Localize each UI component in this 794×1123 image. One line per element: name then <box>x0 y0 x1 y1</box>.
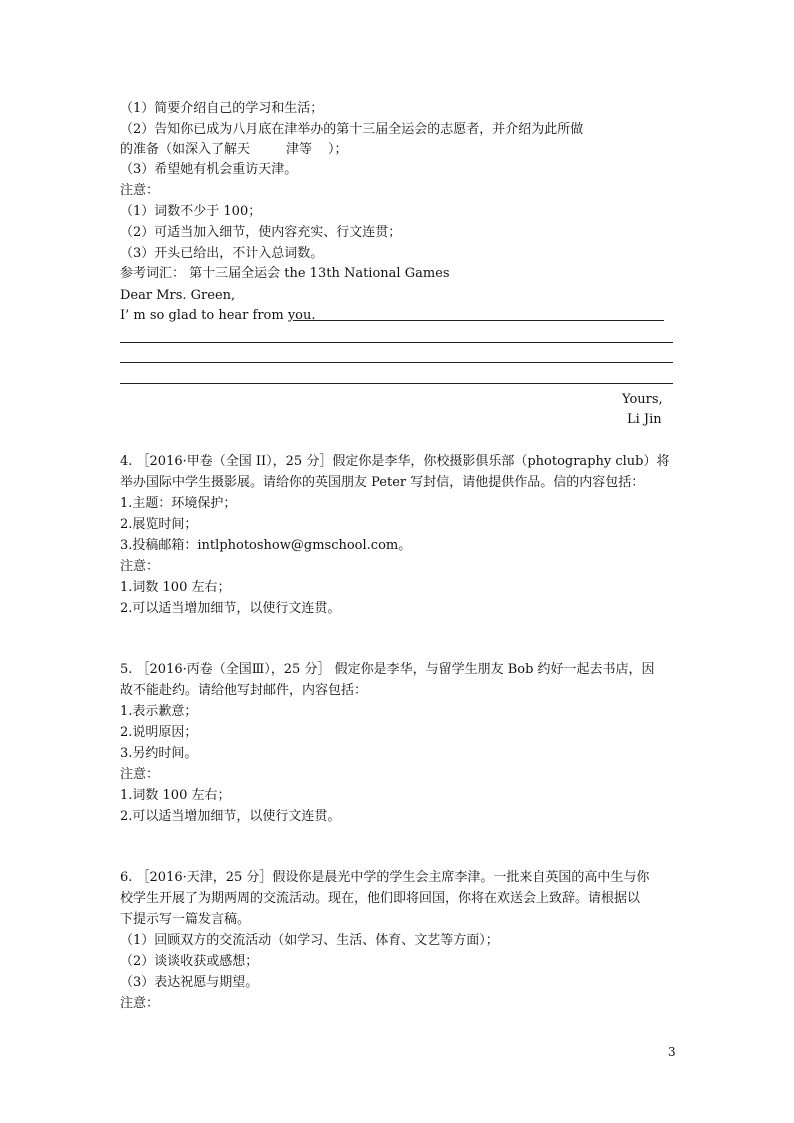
section4-item-2: 2.展览时间； <box>120 517 198 532</box>
section4-prompt-line-1: 4. ［2016·甲卷（全国 II），25 分］假定你是李华，你校摄影俱乐部（photography club）将 <box>120 454 670 469</box>
letter-closing: Yours, <box>622 392 663 407</box>
section6-prompt-line-3: 下提示写一篇发言稿。 <box>120 912 251 927</box>
section5-notes-title: 注意： <box>120 767 160 782</box>
section6-notes-title: 注意： <box>120 996 160 1011</box>
section6-prompt-line-1: 6. ［2016·天津，25 分］假设你是晨光中学的学生会主席李津。一批来自英国的高中生与你 <box>120 870 650 885</box>
section3-item-1: （1）简要介绍自己的学习和生活； <box>120 101 324 116</box>
letter-opening: I’ m so glad to hear from you. <box>120 308 316 323</box>
section5-note-1: 1.词数 100 左右； <box>120 788 231 803</box>
section3-note-3: （3）开头已给出，不计入总词数。 <box>120 246 324 261</box>
writing-line-3 <box>120 362 673 363</box>
section3-item-2: （2）告知你已成为八月底在津举办的第十三届全运会的志愿者，并介绍为此所做 <box>120 122 584 137</box>
section6-item-1: （1）回顾双方的交流活动（如学习、生活、体育、文艺等方面）； <box>120 933 499 948</box>
section4-note-2: 2.可以适当增加细节，以使行文连贯。 <box>120 601 341 616</box>
section3-item-3: （3）希望她有机会重访天津。 <box>120 162 298 177</box>
section3-notes-title: 注意： <box>120 183 160 198</box>
section5-item-2: 2.说明原因； <box>120 725 198 740</box>
section4-prompt-line-2: 举办国际中学生摄影展。请给你的英国朋友 Peter 写封信，请他提供作品。信的内容包括： <box>120 475 645 490</box>
section3-item-2-line2-b: 津等 <box>286 142 313 157</box>
letter-greeting: Dear Mrs. Green, <box>120 288 236 303</box>
section5-item-1: 1.表示歉意； <box>120 704 198 719</box>
letter-signature: Li Jin <box>627 412 662 427</box>
section3-item-2-continued <box>120 141 348 159</box>
section5-prompt-line-2: 故不能赴约。请给他写封邮件，内容包括： <box>120 683 368 698</box>
section5-prompt-line-1: 5. ［2016·丙卷（全国Ⅲ），25 分］ 假定你是李华，与留学生朋友 Bob 约好一起去书店，因 <box>120 662 655 677</box>
section3-item-2-line2-a: 的准备（如深入了解天 <box>120 142 251 157</box>
section3-note-1: （1）词数不少于 100； <box>120 204 262 219</box>
section4-item-1: 1.主题：环境保护； <box>120 496 237 511</box>
section5-item-3: 3.另约时间。 <box>120 746 198 761</box>
section6-item-2: （2）谈谈收获或感想； <box>120 954 259 969</box>
page-number: 3 <box>668 1045 676 1059</box>
section6-item-3: （3）表达祝愿与期望。 <box>120 975 259 990</box>
section4-notes-title: 注意： <box>120 559 160 574</box>
writing-line-4 <box>120 383 673 384</box>
section4-item-3: 3.投稿邮箱：intlphotoshow@gmschool.com。 <box>120 538 412 553</box>
section3-item-2-line2-c: ）； <box>328 142 348 157</box>
section6-prompt-line-2: 校学生开展了为期两周的交流活动。现在，他们即将回国，你将在欢送会上致辞。请根据以 <box>120 891 641 906</box>
section5-note-2: 2.可以适当增加细节，以使行文连贯。 <box>120 809 341 824</box>
section4-note-1: 1.词数 100 左右； <box>120 580 231 595</box>
writing-line-2 <box>120 342 673 343</box>
writing-line-1 <box>293 320 664 321</box>
reference-vocabulary: 参考词汇： 第十三届全运会 the 13th National Games <box>120 266 450 281</box>
section3-note-2: （2）可适当加入细节，使内容充实、行文连贯； <box>120 225 402 240</box>
